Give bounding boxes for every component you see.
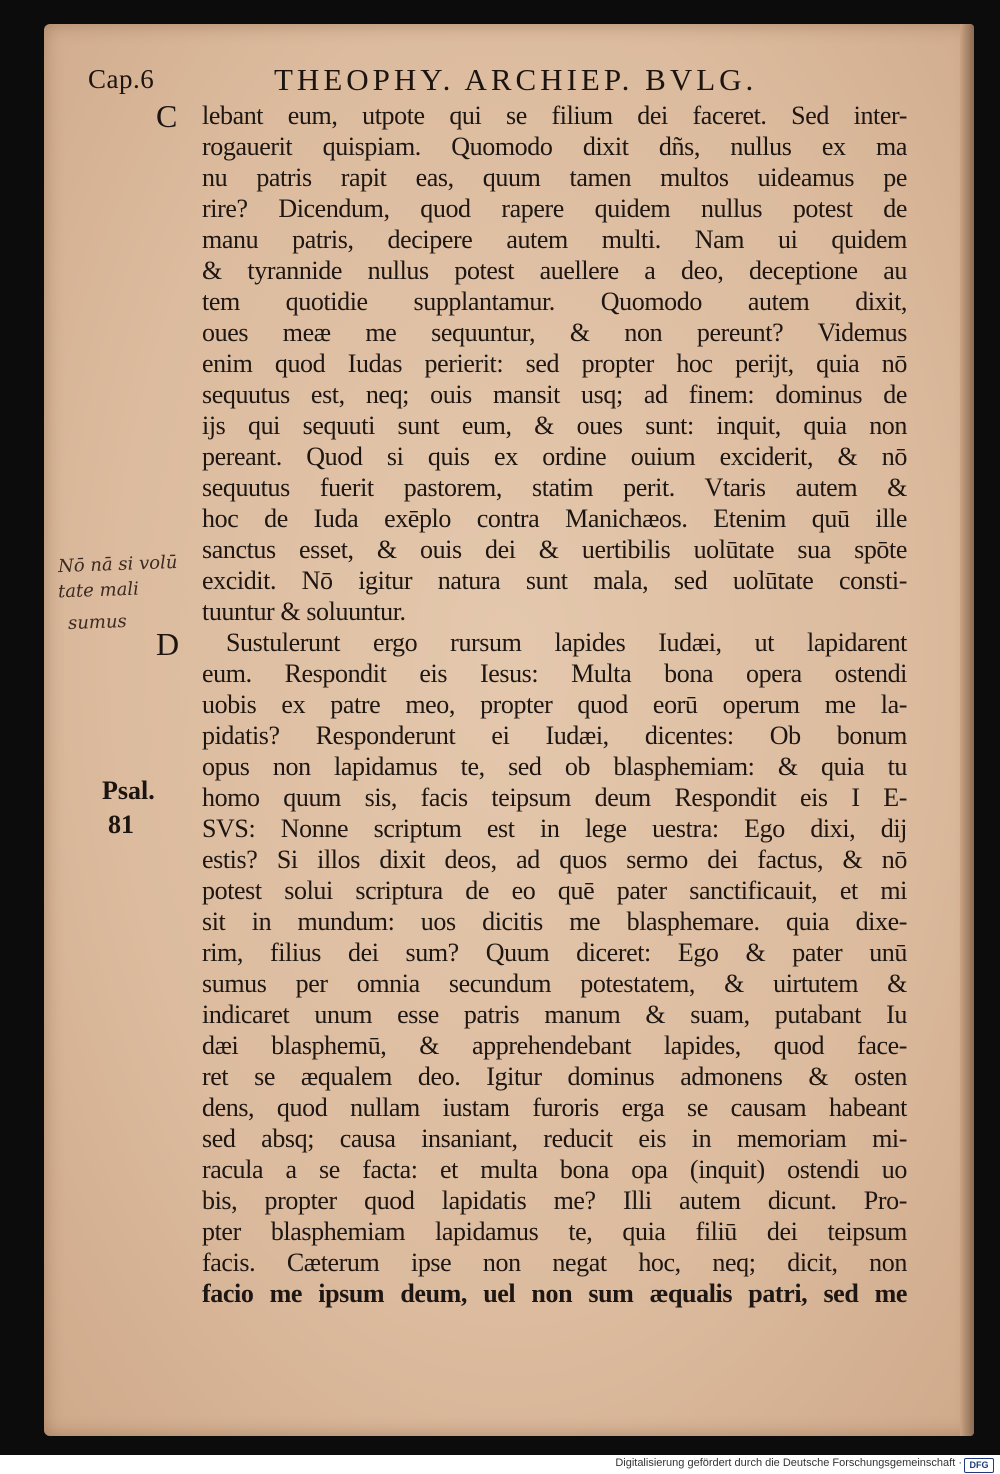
footer-bar [0,1455,1000,1474]
text-line: manu patris, decipere autem multi. Nam ui quidem [202,225,907,254]
funding-credit: Digitalisierung gefördert durch die Deutsche Forschungsgemeinschaft · [615,1457,962,1469]
handwritten-note-line-1: Nō nā si volū [57,551,178,578]
text-line: lebant eum, utpote qui se filium dei faceret. Sed inter- [202,101,907,130]
text-line: excidit. Nō igitur natura sunt mala, sed uolūtate consti- [202,566,907,595]
text-line: nu patris rapit eas, quum tamen multos uideamus pe [202,163,907,192]
text-line: uobis ex patre meo, propter quod eorū operum me la- [202,690,907,719]
text-line: sed absq; causa insaniant, reducit eis in memoriam mi- [202,1124,907,1153]
text-line: sumus per omnia secundum potestatem, & uirtutem & [202,969,907,998]
text-line: bis, propter quod lapidatis me? Illi autem dicunt. Pro- [202,1186,907,1215]
text-line: facis. Cæterum ipse non negat hoc, neq; dicit, non [202,1248,907,1277]
text-line: rire? Dicendum, quod rapere quidem nullus potest de [202,194,907,223]
text-line: sequutus fuerit pastorem, statim perit. Vtaris autem & [202,473,907,502]
text-line: facio me ipsum deum, uel non sum æqualis patri, sed me [202,1279,907,1308]
text-line: & tyrannide nullus potest auellere a deo, deceptione au [202,256,907,285]
page-edge [960,24,974,1436]
handwritten-note-line-3: sumus [67,610,128,635]
text-line: tuuntur & soluuntur. [202,597,406,626]
handwritten-note-line-2: tate mali [57,578,140,603]
section-marker-c: C [156,98,178,134]
text-line: hoc de Iuda exēplo contra Manichæos. Etenim quū ille [202,504,907,533]
text-line: pidatis? Responderunt ei Iudæi, dicentes: Ob bonum [202,721,907,750]
running-head [44,62,974,102]
chapter-label: Cap.6 [88,64,155,94]
text-line: pter blasphemiam lapidamus te, quia filiū dei teipsum [202,1217,907,1246]
text-line: dens, quod nullam iustam furoris erga se causam habeant [202,1093,907,1122]
text-line: homo quum sis, facis teipsum deum Respondit eis I E- [202,783,907,812]
text-line: rim, filius dei sum? Quum diceret: Ego & pater unū [202,938,907,967]
text-line: enim quod Iudas perierit: sed propter hoc perijt, quia nō [202,349,907,378]
text-line: rogauerit quispiam. Quomodo dixit dñs, nullus ex ma [202,132,907,161]
text-line: sit in mundum: uos dicitis me blasphemare. quia dixe- [202,907,907,936]
text-line: potest solui scriptura de eo quē pater sanctificauit, et mi [202,876,907,905]
running-title: THEOPHY. ARCHIEP. BVLG. [274,62,758,97]
text-line: oues meæ me sequuntur, & non pereunt? Videmus [202,318,907,347]
text-line: racula a se facta: et multa bona opa (inquit) ostendi uo [202,1155,907,1184]
text-line: opus non lapidamus te, sed ob blasphemiam: & quia tu [202,752,907,781]
text-line: SVS: Nonne scriptum est in lege uestra: Ego dixi, dij [202,814,907,843]
section-marker-d: D [156,626,180,662]
text-line: estis? Si illos dixit deos, ad quos sermo dei factus, & nō [202,845,907,874]
text-line: tem quotidie supplantamur. Quomodo autem dixit, [202,287,907,316]
text-line: ret se æqualem deo. Igitur dominus admonens & osten [202,1062,907,1091]
body-text [202,100,907,1309]
text-line: ijs qui sequuti sunt eum, & oues sunt: inquit, quia non [202,411,907,440]
text-line: sanctus esset, & ouis dei & uertibilis uolūtate sua spōte [202,535,907,564]
text-line: pereant. Quod si quis ex ordine ouium exciderit, & nō [202,442,907,471]
text-line: sequutus est, neq; ouis mansit usq; ad finem: dominus de [202,380,907,409]
text-line: Sustulerunt ergo rursum lapides Iudæi, ut lapidarent [226,628,907,657]
text-line: indicaret unum esse patris manum & suam, putabant Iu [202,1000,907,1029]
text-line: eum. Respondit eis Iesus: Multa bona opera ostendi [202,659,907,688]
book-page [44,24,974,1436]
text-line: dæi blasphemū, & apprehendebant lapides, quod face- [202,1031,907,1060]
psalm-reference-label: Psal. [102,776,155,805]
dfg-logo-icon: DFG [964,1458,994,1473]
psalm-reference-number: 81 [108,810,134,839]
